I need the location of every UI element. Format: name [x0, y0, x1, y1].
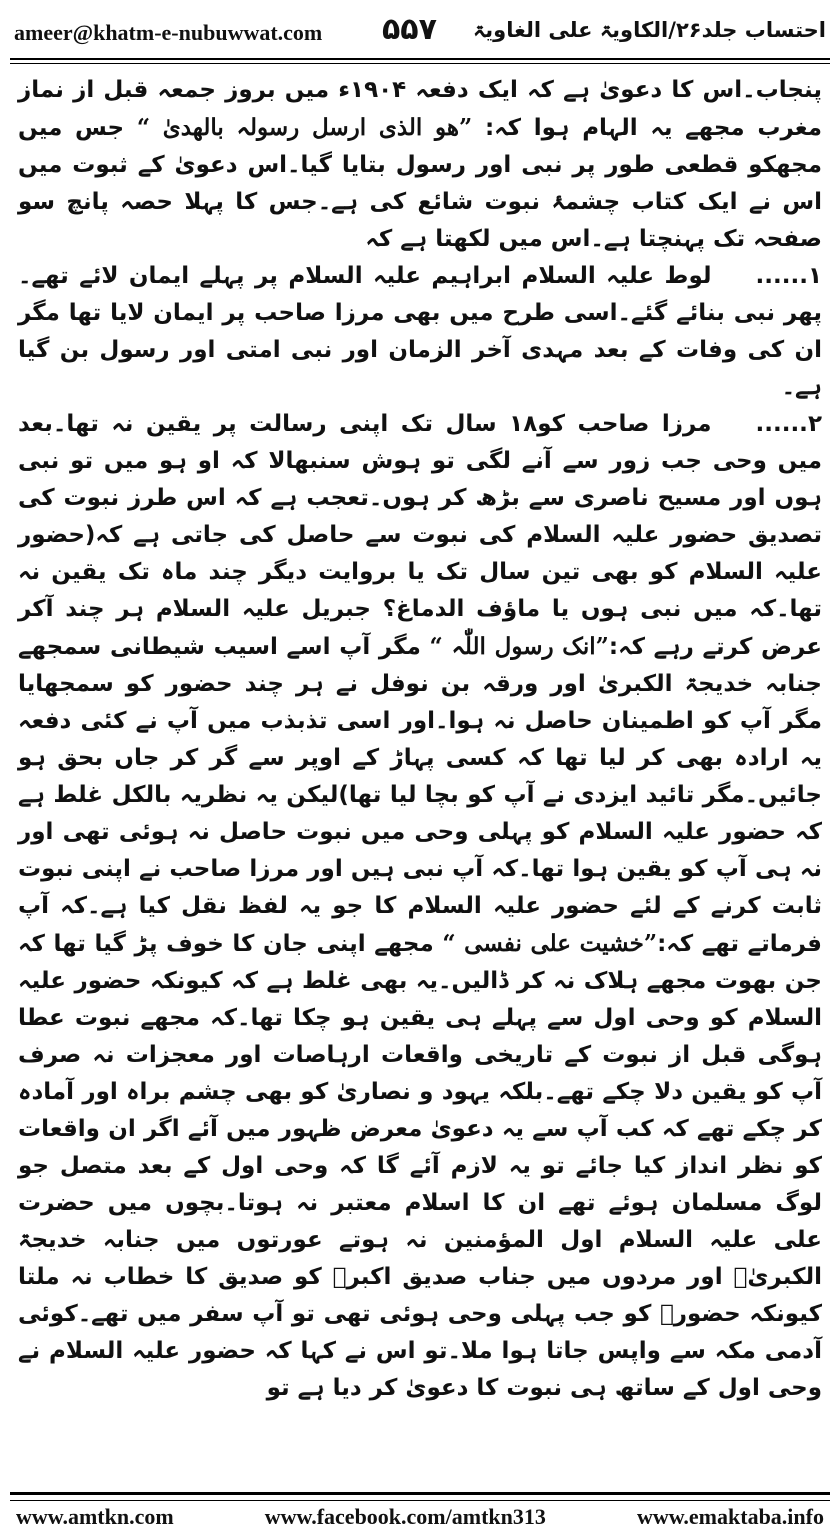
paragraph-intro — [18, 72, 822, 258]
item-text: لوط علیہ السلام ابراہیم علیہ السلام پر پہلے ایمان لائے تھے۔پھر نبی بنائے گئے۔اسی طرح میں بھی مرزا صاحب پر ایمان لایا تھا مگر ان کی وفات کے بعد مہدی آخر الزمان اور نبی امتی اور رسول بن گیا ہے۔ — [18, 263, 822, 400]
page-number: ۵۵۷ — [382, 12, 437, 47]
item-number: ۲...... — [755, 411, 822, 437]
footer-rule — [10, 1492, 830, 1495]
footer-link-amtkn[interactable]: www.amtkn.com — [16, 1504, 174, 1529]
page-body — [18, 72, 822, 1456]
page-header — [0, 0, 840, 64]
list-item-2 — [18, 406, 822, 1407]
intro-text-cont: جس میں مجھکو قطعی طور پر نبی اور رسول بتایا گیا۔اس دعویٰ کے ثبوت میں اس نے ایک کتاب چشمۂ نبوت شائع کی ہے۔جس کا پہلا حصہ پانچ سو صفحہ تک پہنچتا ہے۔اس میں لکھتا ہے کہ — [18, 115, 822, 252]
item-number: ۱...... — [755, 263, 822, 289]
footer-link-facebook[interactable]: www.facebook.com/amtkn313 — [264, 1504, 546, 1529]
arabic-quote-khashitu: ”خشیت علی نفسی “ — [442, 930, 658, 957]
list-item-1 — [18, 258, 822, 406]
intro-text: پنجاب۔اس کا دعویٰ ہے کہ ایک دفعہ ۱۹۰۴ء میں بروز جمعہ قبل از نماز مغرب مجھے یہ الہام ہوا کہ: — [18, 77, 822, 141]
item-text: مرزا صاحب کو۱۸ سال تک اپنی رسالت پر یقین نہ تھا۔بعد میں وحی جب زور سے آنے لگی تو ہوش سنبھالا کہ او ہو میں تو نبی ہوں اور مسیح ناصری سے بڑھ کر ہوں۔تعجب ہے کہ اس طرز نبوت کی تصدیق حضور علیہ السلام کی نبوت سے حاصل کی جاتی ہے کہ(حضور علیہ السلام کو بھی تین سال تک یا بروایت دیگر چند ماہ تک یقین نہ تھا۔کہ میں نبی ہوں یا ماؤف الدماغ؟ جبریل علیہ السلام ہر چند آکر عرض کرتے رہے کہ: — [18, 411, 822, 660]
footer-links — [16, 1504, 824, 1530]
footer-rule-thin — [10, 1500, 830, 1501]
item-text-cont: مگر آپ اسے اسیب شیطانی سمجھے جنابہ خدیجۃ الکبریٰ اور ورقہ بن نوفل نے ہر چند حضور کو سمجھایا مگر آپ کو اطمینان حاصل نہ ہوا۔اور اسی تذبذب میں آپ نے کئی دفعہ یہ ارادہ بھی کر لیا تھا کہ کسی پہاڑ کے اوپر سے گر کر جاں بحق ہو جائیں۔مگر تائید ایزدی نے آپ کو بچا لیا تھا)لیکن یہ نظریہ بالکل غلط ہے کہ حضور علیہ السلام کو پہلی وحی میں نبوت حاصل نہ ہوئی تھی اور نہ ہی آپ کو یقین ہوا تھا۔کہ آپ نبی ہیں اور مرزا صاحب نے اپنی نبوت ثابت کرنے کے لئے حضور علیہ السلام کا جو یہ لفظ نقل کیا ہے۔کہ آپ فرماتے تھے کہ: — [18, 634, 822, 957]
item-text-cont2: مجھے اپنی جان کا خوف پڑ گیا تھا کہ جن بھوت مجھے ہلاک نہ کر ڈالیں۔یہ بھی غلط ہے کہ کیونکہ حضور علیہ السلام کو وحی اول سے پہلے ہی یقین ہو چکا تھا۔کہ مجھے نبوت عطا ہوگی قبل از نبوت کے تاریخی واقعات ارہاصات اور معجزات نہ صرف آپ کو یقین دلا چکے تھے۔بلکہ یہود و نصاریٰ کو بھی چشم براہ اور آمادہ کر چکے تھے کہ کب آپ سے یہ دعویٰ معرض ظہور میں آئے اگر ان واقعات کو نظر انداز کیا جائے تو یہ لازم آئے گا کہ وحی اول کے بعد متصل جو لوگ مسلمان ہوئے تھے ان کا اسلام معتبر نہ ہوتا۔بچوں میں حضرت علی علیہ السلام اول المؤمنین نہ ہوتے عورتوں میں جنابہ خدیجۃ الکبریٰؓ اور مردوں میں جناب صدیق اکبرؓ کو صدیق کا خطاب نہ ملتا کیونکہ حضورؐ کو جب پہلی وحی ہوئی تھی تو آپ سفر میں تھے۔کوئی آدمی مکہ سے واپس جاتا ہوا ملا۔تو اس نے کہا کہ حضور علیہ السلام نے وحی اول کے ساتھ ہی نبوت کا دعویٰ کر دیا ہے تو — [18, 931, 822, 1401]
page-footer — [0, 1492, 840, 1540]
header-email: ameer@khatm-e-nubuwwat.com — [14, 20, 323, 45]
book-title: احتساب جلد۲۶/الکاویۃ علی الغاویۃ — [472, 18, 826, 42]
footer-link-emaktaba[interactable]: www.emaktaba.info — [636, 1504, 824, 1529]
arabic-quote-innaka: ”انک رسول اللّٰہ “ — [429, 633, 609, 660]
header-rule — [10, 58, 830, 60]
arabic-quote-huwa: ”ھو الذی ارسل رسولہ بالھدیٰ “ — [136, 114, 473, 141]
header-rule-thin — [10, 63, 830, 64]
